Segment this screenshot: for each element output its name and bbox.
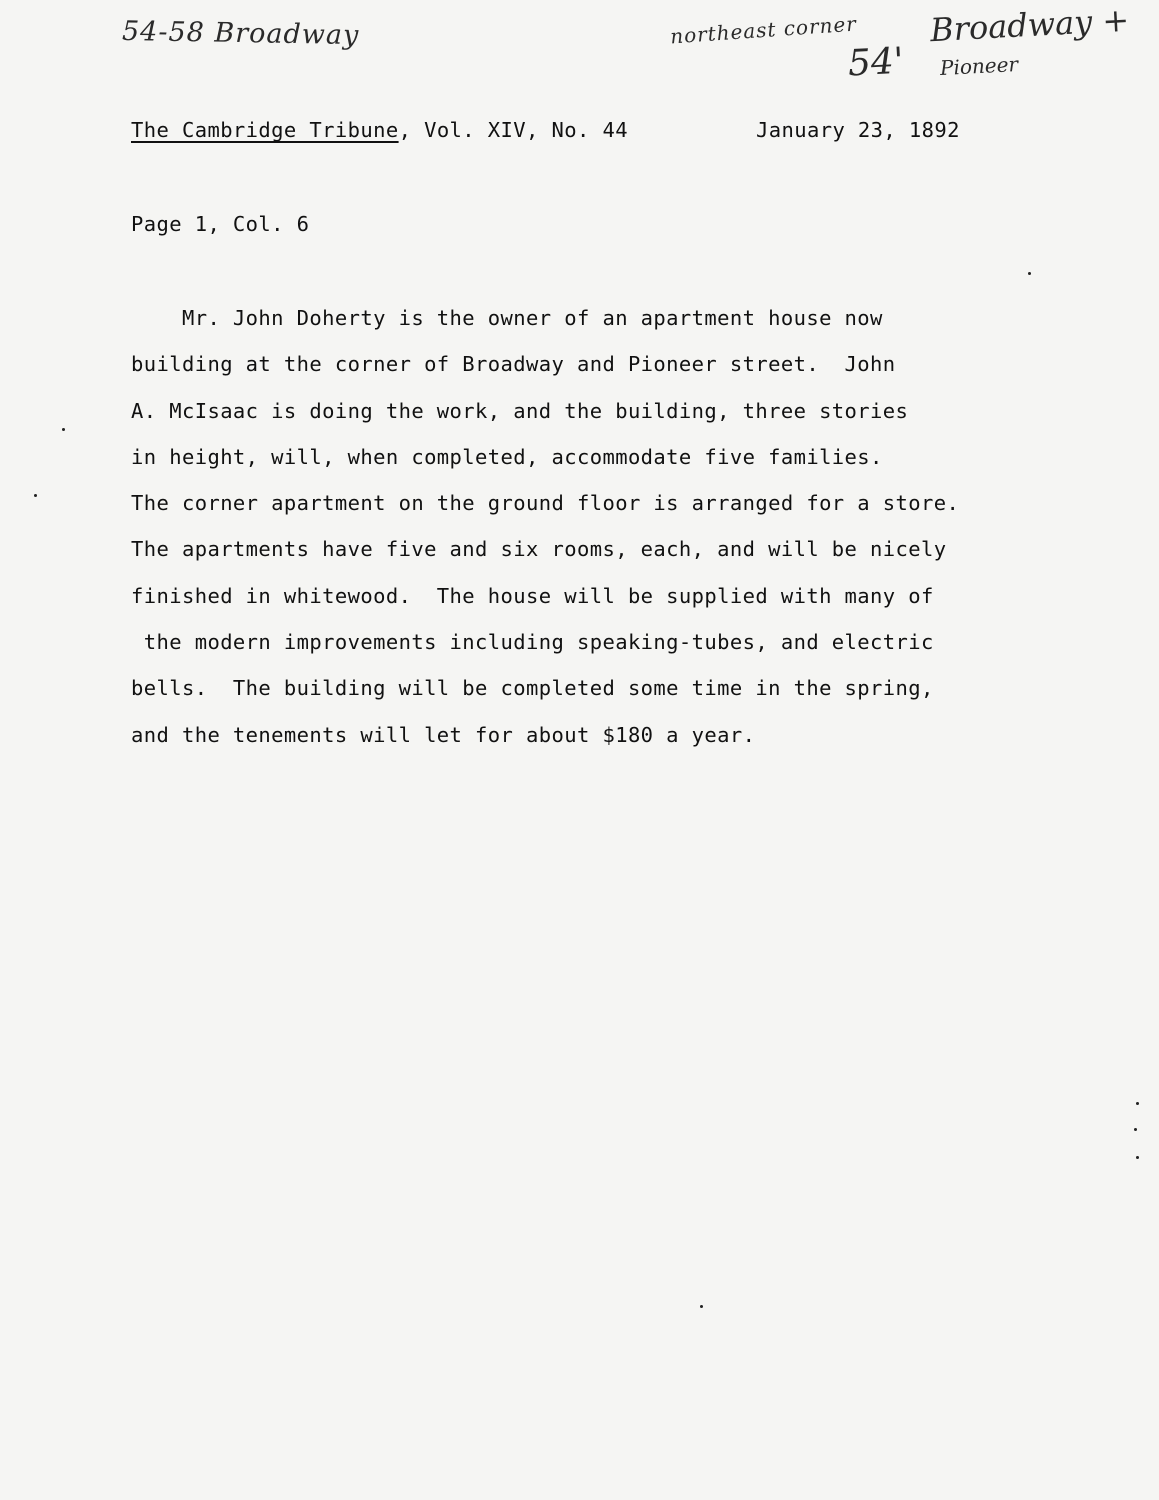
scan-speck xyxy=(62,428,65,431)
publication-date: January 23, 1892 xyxy=(756,118,960,142)
page-column-reference: Page 1, Col. 6 xyxy=(131,212,310,236)
body-line: finished in whitewood. The house will be supplied with many of xyxy=(131,583,934,608)
body-line: Mr. John Doherty is the owner of an apartment house now xyxy=(131,306,883,330)
publication-title: The Cambridge Tribune xyxy=(131,118,399,142)
citation-header xyxy=(131,120,628,141)
volume-issue: , Vol. XIV, No. 44 xyxy=(398,118,628,142)
body-line: The corner apartment on the ground floor is arranged for a store. xyxy=(131,491,960,516)
body-line: and the tenements will let for about $180 a year. xyxy=(131,722,756,747)
scan-speck xyxy=(1134,1128,1137,1131)
handwritten-street-note: Broadway + xyxy=(929,0,1131,50)
body-line: A. McIsaac is doing the work, and the building, three stories xyxy=(131,398,909,423)
handwritten-number-note: 54' xyxy=(846,40,905,85)
body-line: bells. The building will be completed some time in the spring, xyxy=(131,676,934,701)
body-line: in height, will, when completed, accommodate five families. xyxy=(131,444,883,469)
body-line: The apartments have five and six rooms, each, and will be nicely xyxy=(131,537,947,562)
scan-speck xyxy=(1136,1102,1139,1105)
handwritten-address-note: 54-58 Broadway xyxy=(121,15,360,52)
handwritten-corner-note: northeast corner xyxy=(669,11,858,49)
body-line: building at the corner of Broadway and Pioneer street. John xyxy=(131,352,896,377)
scan-speck xyxy=(34,494,37,497)
handwritten-pioneer-note: Pioneer xyxy=(939,51,1019,81)
scan-speck xyxy=(1136,1156,1139,1159)
body-line: the modern improvements including speaking-tubes, and electric xyxy=(131,630,934,655)
scan-speck xyxy=(1028,272,1031,275)
scan-speck xyxy=(700,1305,703,1308)
article-body xyxy=(131,308,1071,771)
